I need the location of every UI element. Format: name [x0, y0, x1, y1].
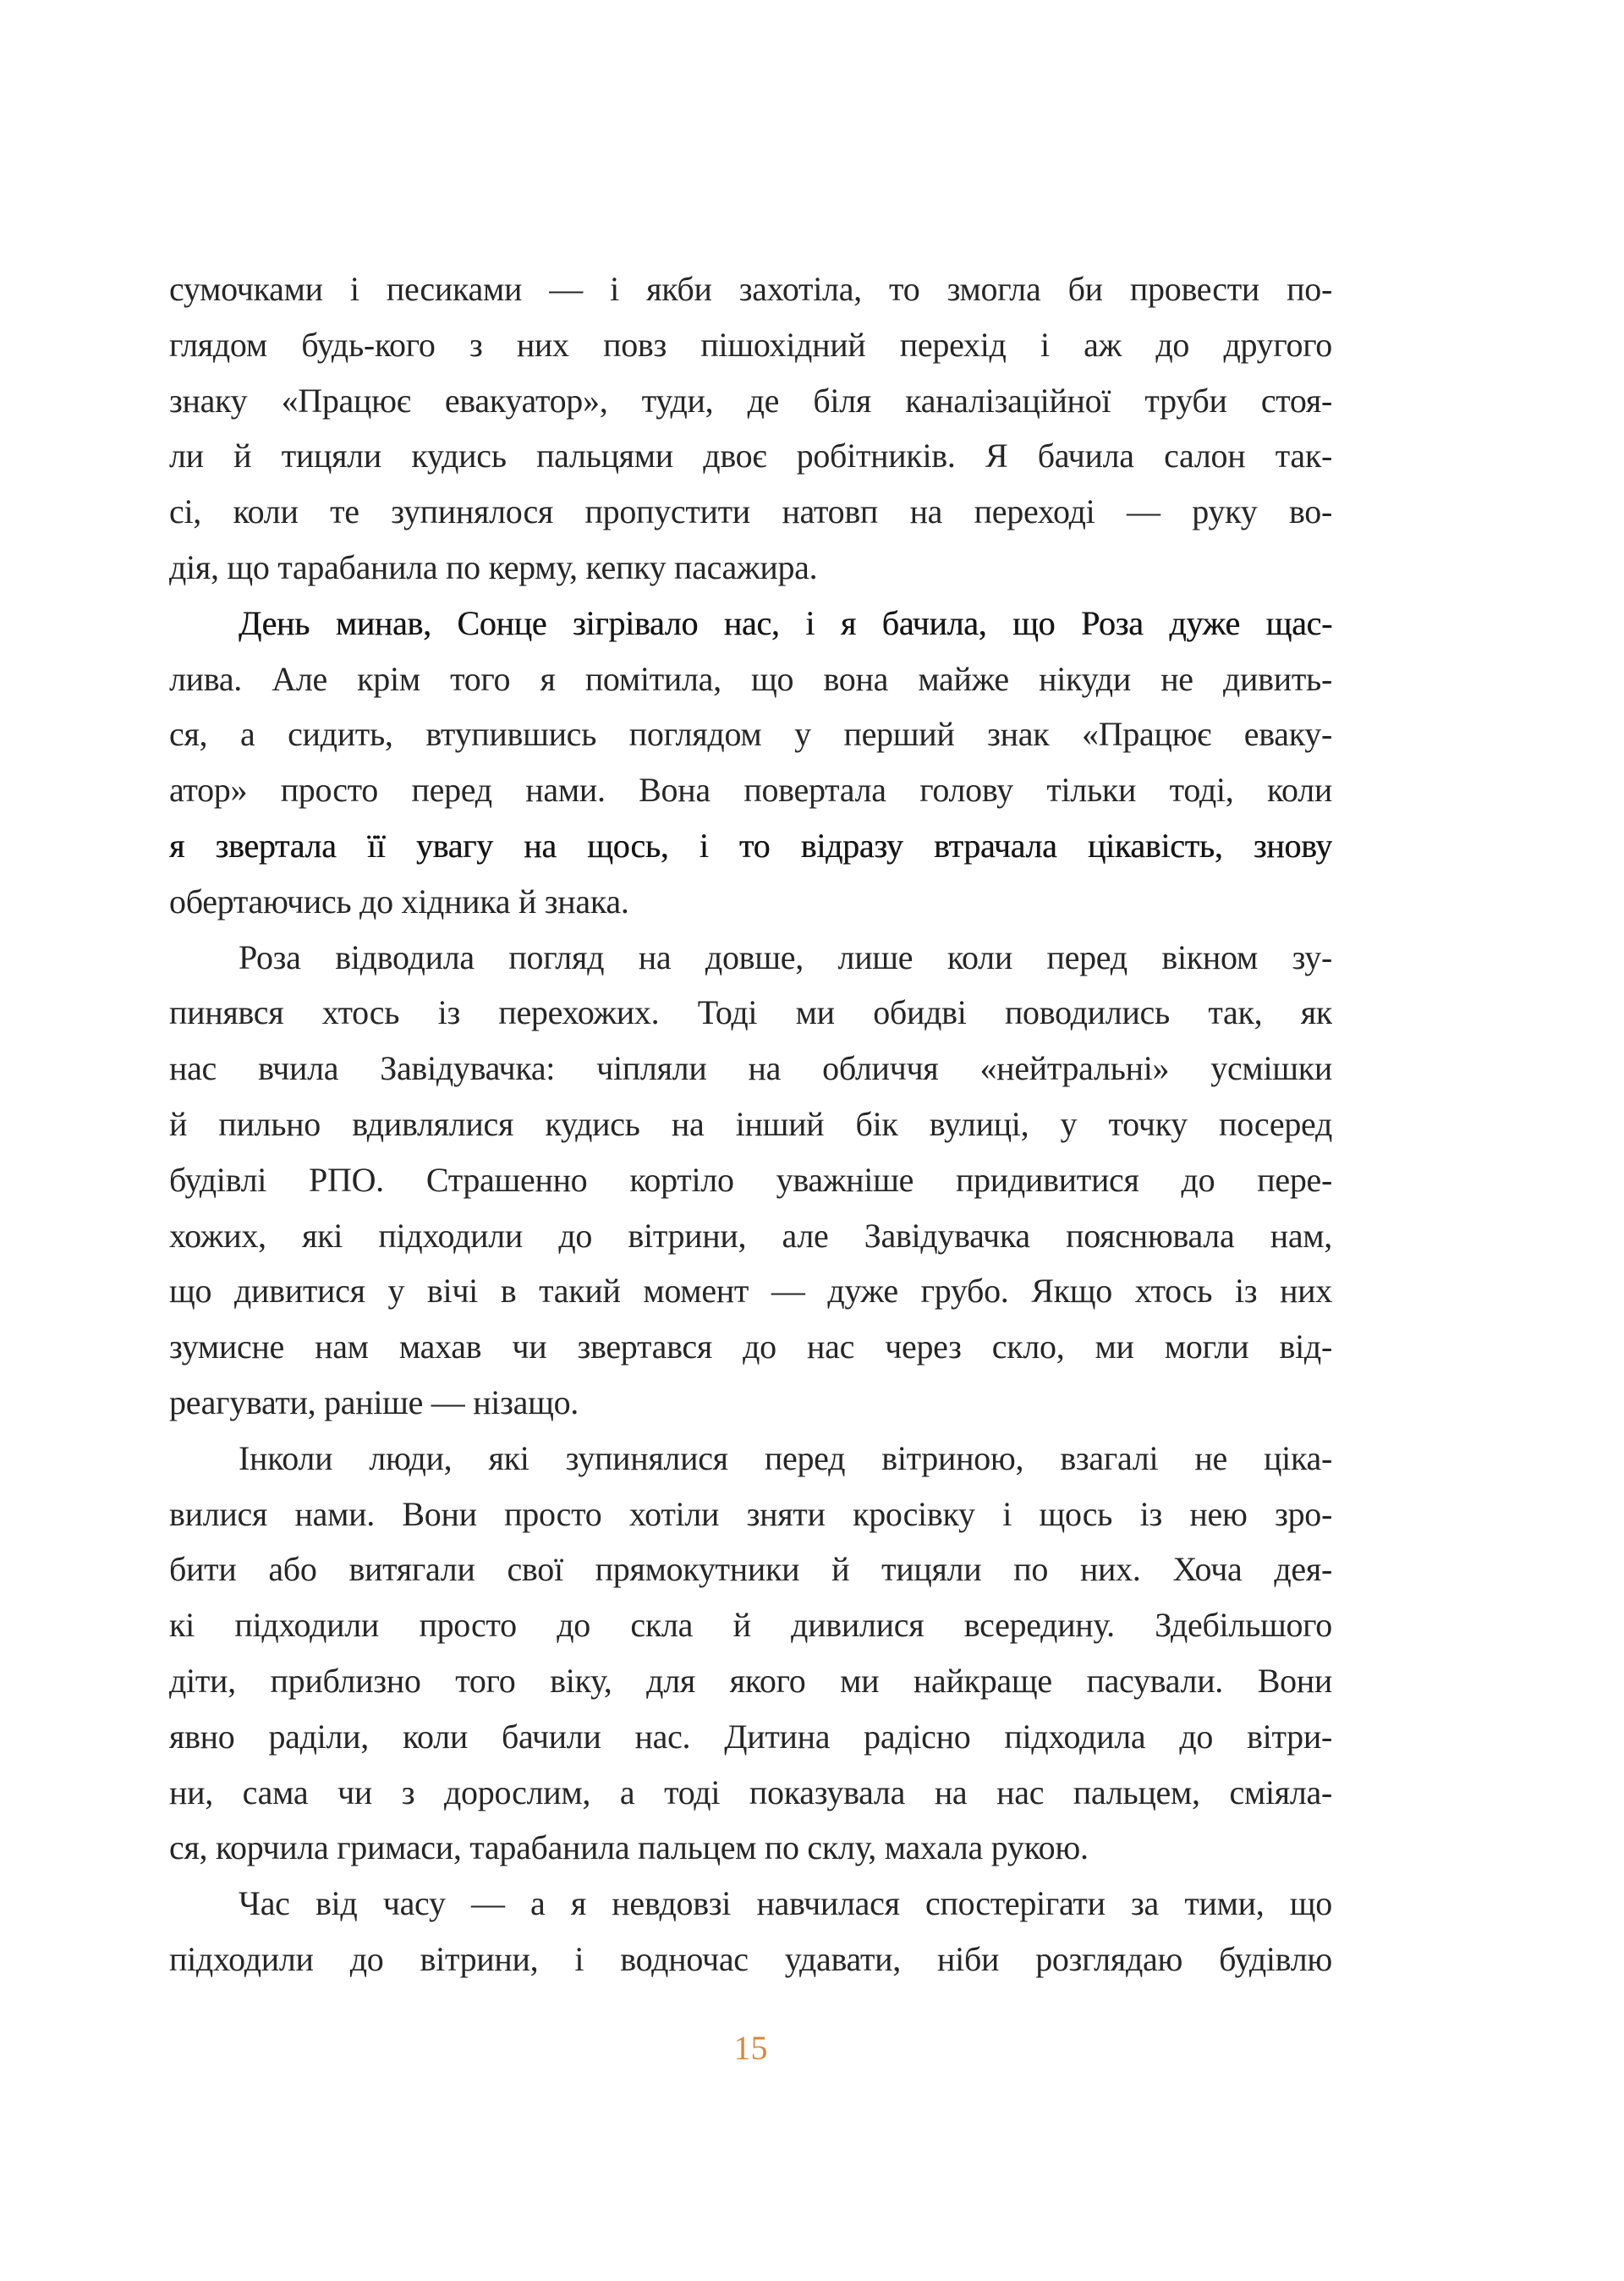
text-line: дія, що тарабанила по керму, кепку пасажира. — [169, 547, 818, 586]
text-line: сі, коли те зупинялося пропустити натовп на переході — руку во- — [169, 492, 1332, 531]
text-line: що дивитися у вічі в такий момент — дуже грубо. Якщо хтось із них — [169, 1272, 1332, 1311]
text-line: діти, приблизно того віку, для якого ми найкраще пасували. Вони — [169, 1661, 1332, 1700]
text-line: явно раділи, коли бачили нас. Дитина радісно підходила до вітри- — [169, 1717, 1332, 1756]
text-line: будівлі РПО. Страшенно кортіло уважніше придивитися до пере- — [169, 1160, 1332, 1199]
text-line: зумисне нам махав чи звертався до нас через скло, ми могли від- — [169, 1327, 1332, 1366]
paragraph — [169, 1431, 1332, 1876]
text-line: знаку «Працює евакуатор», туди, де біля каналізаційної труби стоя- — [169, 381, 1332, 420]
text-line: ся, а сидить, втупившись поглядом у перший знак «Працює еваку- — [169, 715, 1332, 754]
text-line: пинявся хтось із перехожих. Тоді ми обидві поводились так, як — [169, 993, 1332, 1032]
text-line: я звертала її увагу на щось, і то відразу втрачала цікавість, знову — [169, 826, 1332, 865]
text-line: глядом будь-кого з них повз пішохідний перехід і аж до другого — [169, 325, 1332, 364]
text-line: День минав, Сонце зігрівало нас, і я бачила, що Роза дуже щас- — [239, 603, 1332, 642]
page-number: 15 — [733, 2029, 768, 2067]
text-line: лива. Але крім того я помітила, що вона майже нікуди не дивить- — [169, 659, 1332, 698]
text-line: нас вчила Завідувачка: чіпляли на обличчя «нейтральні» усмішки — [169, 1049, 1332, 1088]
text-line: хожих, які підходили до вітрини, але Завідувачка пояснювала нам, — [169, 1216, 1332, 1255]
text-line: кі підходили просто до скла й дивилися всередину. Здебільшого — [169, 1606, 1332, 1645]
body-text — [169, 261, 1332, 1987]
text-line: й пильно вдивлялися кудись на інший бік вулиці, у точку посеред — [169, 1104, 1332, 1143]
text-line: підходили до вітрини, і водночас удавати, ніби розглядаю будівлю — [169, 1939, 1332, 1978]
text-line: сумочками і песиками — і якби захотіла, то змогла би провести по- — [169, 270, 1332, 308]
text-line: Інколи люди, які зупинялися перед вітриною, взагалі не ціка- — [239, 1438, 1332, 1477]
paragraph — [169, 1876, 1332, 1987]
text-line: Роза відводила погляд на довше, лише коли перед вікном зу- — [239, 937, 1332, 976]
text-line: вилися нами. Вони просто хотіли зняти кросівку і щось із нею зро- — [169, 1494, 1332, 1533]
text-line: бити або витягали свої прямокутники й тицяли по них. Хоча дея- — [169, 1550, 1332, 1589]
text-line: ли й тицяли кудись пальцями двоє робітників. Я бачила салон так- — [169, 437, 1332, 475]
paragraph — [169, 261, 1332, 596]
paragraph — [169, 596, 1332, 930]
text-line: ся, корчила гримаси, тарабанила пальцем по склу, махала рукою. — [169, 1828, 1089, 1867]
text-line: реагувати, раніше — нізащо. — [169, 1382, 579, 1421]
text-line: обертаючись до хідника й знака. — [169, 882, 629, 921]
text-line: ни, сама чи з дорослим, а тоді показувала на нас пальцем, сміяла- — [169, 1773, 1332, 1811]
paragraph — [169, 930, 1332, 1431]
text-line: атор» просто перед нами. Вона повертала голову тільки тоді, коли — [169, 771, 1332, 810]
text-line: Час від часу — а я невдовзі навчилася спостерігати за тими, що — [239, 1884, 1332, 1923]
